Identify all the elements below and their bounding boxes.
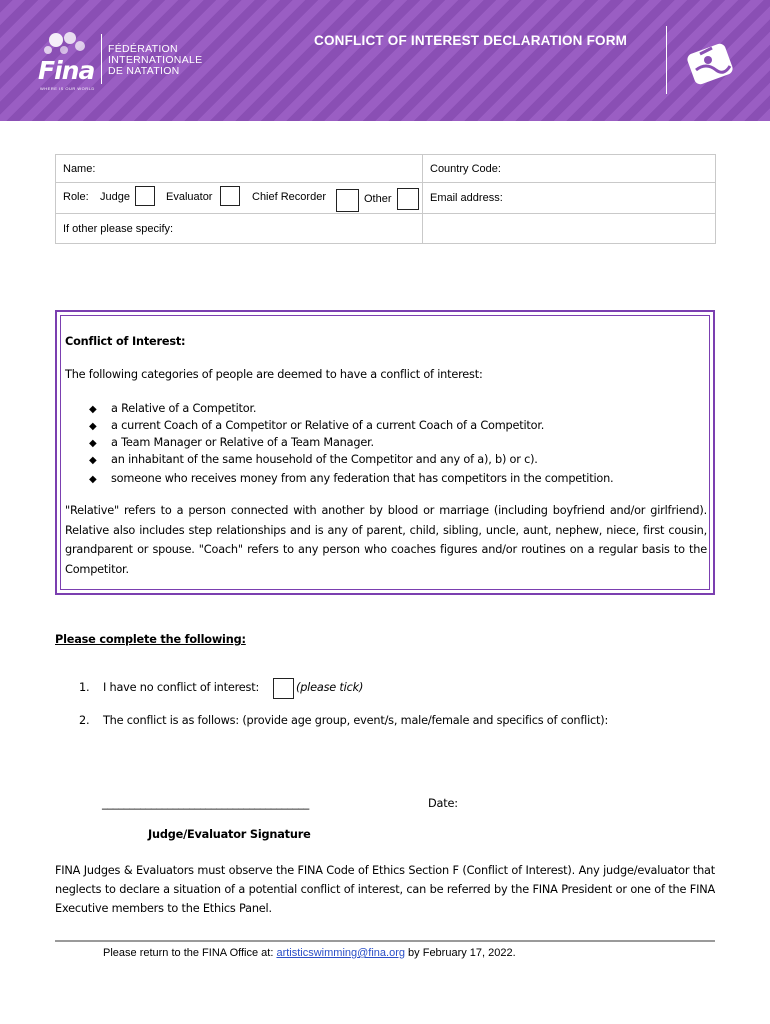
date-label: Date: (428, 797, 458, 810)
diamond-bullet-icon: ◆ (89, 404, 97, 415)
name-cell[interactable]: Name: (56, 155, 423, 183)
coi-title: Conflict of Interest: (65, 335, 186, 348)
header-banner (0, 0, 770, 121)
participant-info-table (55, 154, 716, 244)
diamond-bullet-icon: ◆ (89, 421, 97, 432)
signature-label: Judge/Evaluator Signature (148, 828, 311, 841)
logo-divider (101, 34, 102, 84)
header-divider (666, 26, 667, 94)
role-other-checkbox[interactable] (397, 188, 419, 210)
role-cell (56, 183, 423, 214)
role-evaluator-checkbox[interactable] (220, 186, 240, 206)
other-specify-cell[interactable]: If other please specify: (56, 214, 423, 244)
no-conflict-checkbox[interactable] (273, 678, 294, 699)
diamond-bullet-icon: ◆ (89, 455, 97, 466)
form-title: CONFLICT OF INTEREST DECLARATION FORM (314, 33, 628, 48)
coi-bullet: ◆ a Team Manager or Relative of a Team Manager. (89, 436, 374, 449)
ethics-note: FINA Judges & Evaluators must observe the FINA Code of Ethics Section F (Conflict of Interest). Any judge/evaluator that neglects to declare a situation of a potential conflict of interest, can be referred by the FINA President or one of the FINA Executive members to the Ethics Panel. (55, 864, 715, 915)
role-evaluator-label: Evaluator (166, 191, 213, 203)
coi-lead: The following categories of people are deemed to have a conflict of interest: (65, 368, 483, 381)
role-label: Role: (63, 191, 89, 203)
footer-note: Please return to the FINA Office at: artisticswimming@fina.org by February 17, 2022. (103, 947, 516, 959)
country-code-cell[interactable]: Country Code: (423, 155, 716, 183)
office-email-link[interactable]: artisticswimming@fina.org (276, 947, 405, 959)
artistic-swimming-icon (686, 40, 738, 86)
diamond-bullet-icon: ◆ (89, 474, 97, 485)
diamond-bullet-icon: ◆ (89, 438, 97, 449)
coi-bullet: ◆ someone who receives money from any federation that has competitors in the competition. (89, 472, 614, 485)
signature-line[interactable]: ______________________________________ (102, 797, 310, 810)
email-cell[interactable]: Email address: (423, 183, 716, 214)
relative-definition: "Relative" refers to a person connected with another by blood or marriage (including boyfriend and/or girlfriend). Relative also includes step relationships and is any of parent, child, sibling, uncle, aunt, nephew, niece, first cousin, grandparent or spouse. "Coach" refers to any person who coaches figures and/or routines on a regular basis to the Competitor. (65, 504, 707, 576)
federation-name: FÉDÉRATION INTERNATIONALE DE NATATION (108, 43, 203, 77)
item-1: 1. I have no conflict of interest: (79, 681, 260, 694)
empty-cell (423, 214, 716, 244)
role-judge-checkbox[interactable] (135, 186, 155, 206)
role-judge-label: Judge (100, 191, 130, 203)
please-tick-hint: (please tick) (296, 681, 364, 694)
coi-bullet: ◆ a Relative of a Competitor. (89, 402, 257, 415)
footer-divider (55, 940, 715, 942)
coi-bullet: ◆ a current Coach of a Competitor or Relative of a current Coach of a Competitor. (89, 419, 545, 432)
item-2: 2. The conflict is as follows: (provide age group, event/s, male/female and specifics of conflict): (79, 714, 609, 727)
complete-section-title: Please complete the following: (55, 633, 246, 646)
role-chief-recorder-label: Chief Recorder (252, 191, 326, 203)
fina-logo-tagline: WHERE IS OUR WORLD (40, 86, 95, 91)
conflict-of-interest-box (55, 310, 715, 595)
role-other-label: Other (364, 193, 392, 205)
role-chief-recorder-checkbox[interactable] (336, 189, 359, 212)
coi-bullet: ◆ an inhabitant of the same household of the Competitor and any of a), b) or c). (89, 453, 538, 466)
fina-logo-word: Fina (38, 56, 95, 85)
